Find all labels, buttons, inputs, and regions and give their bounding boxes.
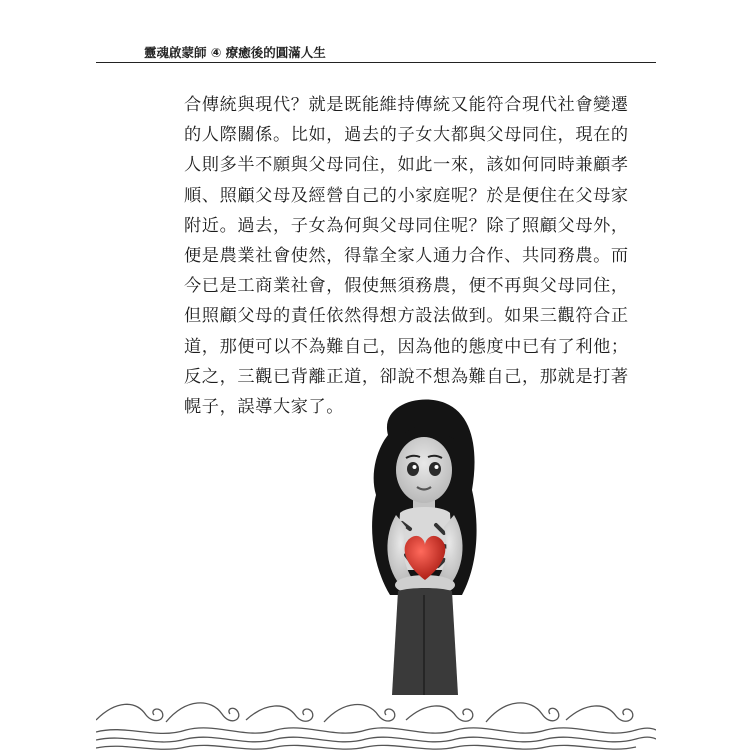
- book-title: 靈魂啟蒙師 ④ 療癒後的圓滿人生: [144, 45, 326, 60]
- body-text: [184, 90, 629, 422]
- text-line: 人則多半不願與父母同住，如此一來，該如何同時兼顧孝: [184, 155, 629, 176]
- text-line: 順、照顧父母及經營自己的小家庭呢？於是便住在父母家: [184, 185, 629, 206]
- text-line: 便是農業社會使然，得靠全家人通力合作、共同務農。而: [184, 245, 629, 266]
- girl-holding-heart-icon: [350, 395, 500, 695]
- text-line: 反之，三觀已背離正道，卻說不想為難自己，那就是打著: [184, 366, 629, 387]
- ocean-waves-icon: [96, 690, 656, 750]
- text-line: 幌子，誤導大家了。: [184, 396, 345, 417]
- text-line: 但照顧父母的責任依然得想方設法做到。如果三觀符合正: [184, 306, 629, 327]
- text-line: 附近。過去，子女為何與父母同住呢？除了照顧父母外，: [184, 215, 629, 236]
- text-line: 合傳統與現代？就是既能維持傳統又能符合現代社會變遷: [184, 95, 629, 115]
- text-line: 道，那便可以不為難自己，因為他的態度中已有了利他；: [184, 336, 629, 357]
- text-line: 的人際關係。比如，過去的子女大都與父母同住，現在的: [184, 125, 629, 146]
- running-header: [96, 40, 656, 63]
- text-line: 今已是工商業社會，假使無須務農，便不再與父母同住，: [184, 276, 629, 297]
